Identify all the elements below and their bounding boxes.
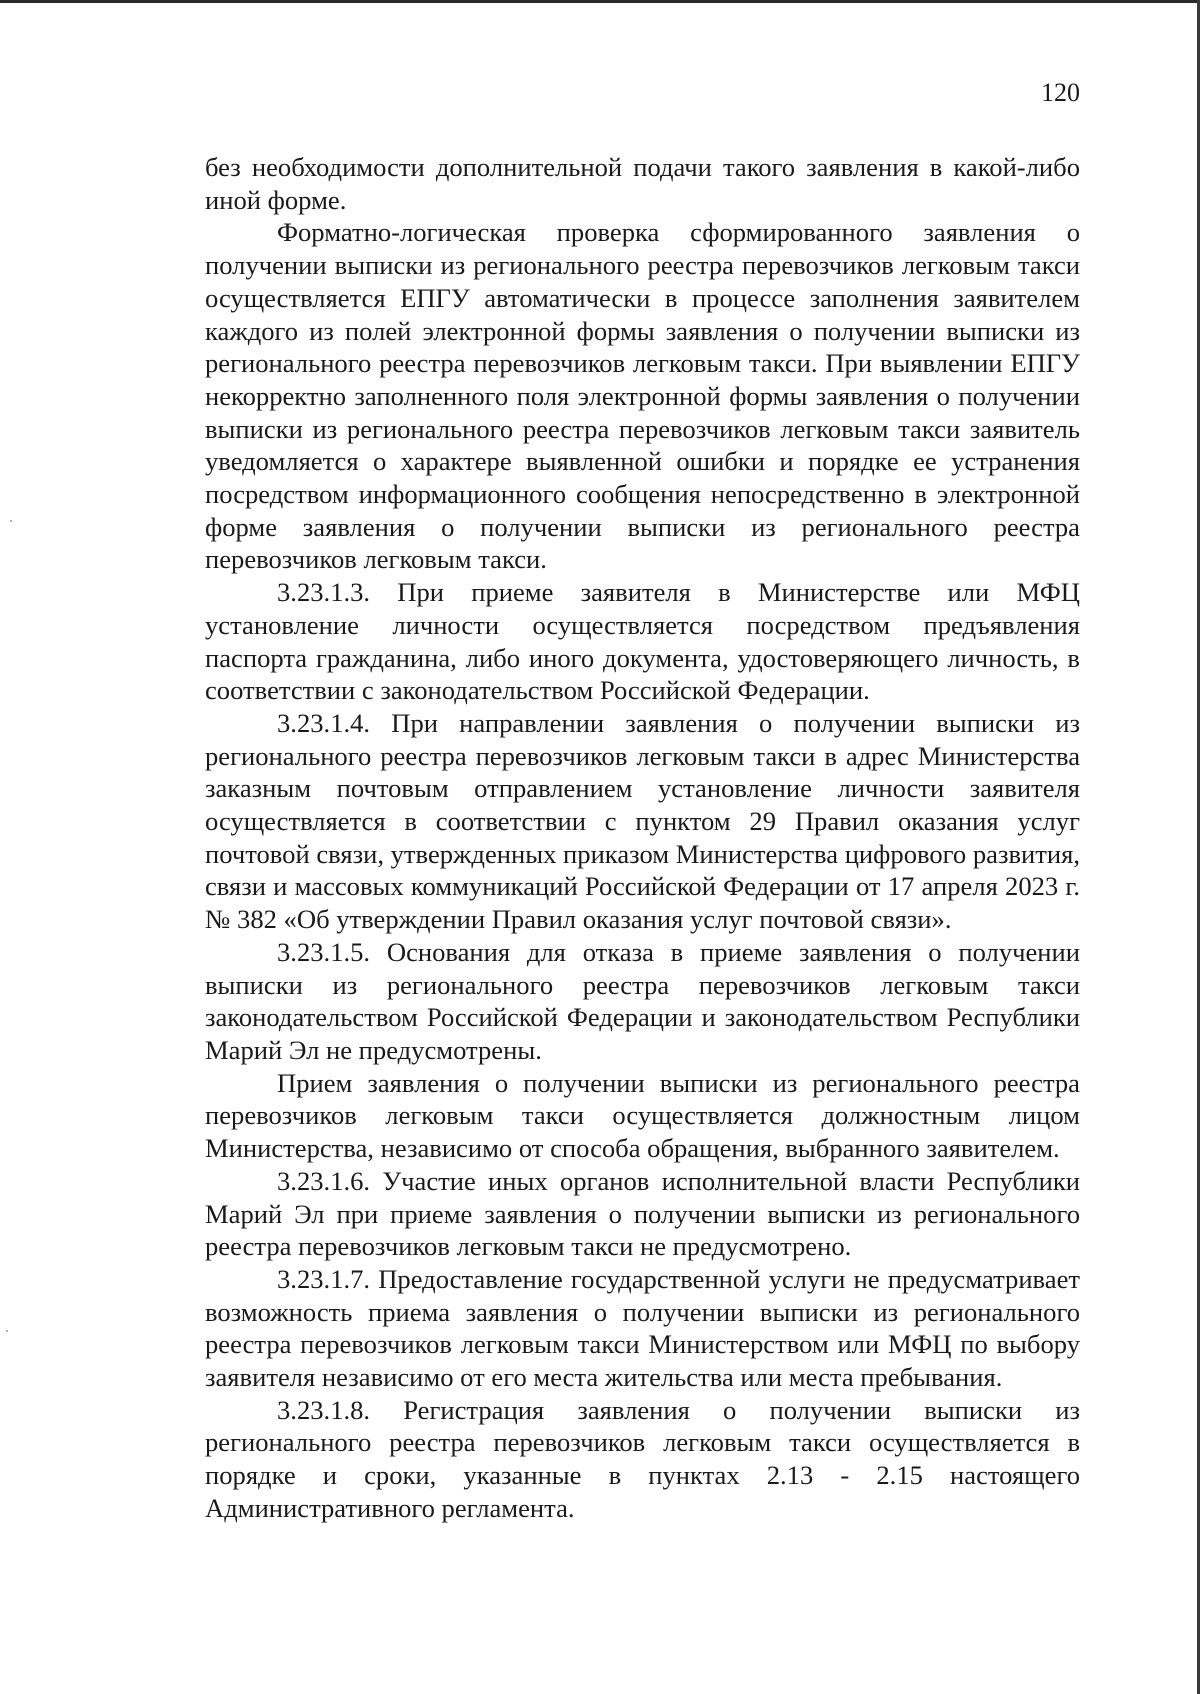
paragraph-continuation: без необходимости дополнительной подачи такого заявления в какой-либо иной форме. <box>205 152 1080 215</box>
paragraph-3-23-1-4: 3.23.1.4. При направлении заявления о получении выписки из регионального реестра перевозчиков легковым такси в адрес Министерства заказным почтовым отправлением установление личности заявителя осуществляется в соответствии с пунктом 29 Правил оказания услуг почтовой связи, утвержденных приказом Министерства цифрового развития, связи и массовых коммуникаций Российской Федерации от 17 апреля 2023 г. № 382 «Об утверждении Правил оказания услуг почтовой связи». <box>205 707 1080 935</box>
paragraph-format-check: Форматно-логическая проверка сформированного заявления о получении выписки из регионального реестра перевозчиков легковым такси осуществляется ЕПГУ автоматически в процессе заполнения заявителем каждого из полей электронной формы заявления о получении выписки из регионального реестра перевозчиков легковым такси. При выявлении ЕПГУ некорректно заполненного поля электронной формы заявления о получении выписки из регионального реестра перевозчиков легковым такси заявитель уведомляется о характере выявленной ошибки и порядке ее устранения посредством информационного сообщения непосредственно в электронной форме заявления о получении выписки из регионального реестра перевозчиков легковым такси. <box>205 217 1080 575</box>
scan-speck <box>6 1330 8 1332</box>
paragraph-3-23-1-7: 3.23.1.7. Предоставление государственной услуги не предусматривает возможность приема заявления о получении выписки из регионального реестра перевозчиков легковым такси Министерством или МФЦ по выбору заявителя независимо от его места жительства или места пребывания. <box>205 1263 1080 1393</box>
paragraph-3-23-1-5: 3.23.1.5. Основания для отказа в приеме заявления о получении выписки из регионального реестра перевозчиков легковым такси законодательством Российской Федерации и законодательством Республики Марий Эл не предусмотрены. <box>205 936 1080 1065</box>
scan-speck <box>10 520 12 522</box>
page-number: 120 <box>1041 78 1080 107</box>
paragraph-application-acceptance: Прием заявления о получении выписки из регионального реестра перевозчиков легковым такси осуществляется должностным лицом Министерства, независимо от способа обращения, выбранного заявителем. <box>205 1067 1080 1164</box>
paragraph-3-23-1-8: 3.23.1.8. Регистрация заявления о получении выписки из регионального реестра перевозчиков легковым такси осуществляется в порядке и сроки, указанные в пунктах 2.13 - 2.15 настоящего Административного регламента. <box>205 1394 1080 1523</box>
document-body <box>205 151 1080 1525</box>
scan-border-top <box>0 0 1200 3</box>
paragraph-3-23-1-3: 3.23.1.3. При приеме заявителя в Министерстве или МФЦ установление личности осуществляется посредством предъявления паспорта гражданина, либо иного документа, удостоверяющего личность, в соответствии с законодательством Российской Федерации. <box>205 577 1080 706</box>
paragraph-3-23-1-6: 3.23.1.6. Участие иных органов исполнительной власти Республики Марий Эл при приеме заявления о получении выписки из регионального реестра перевозчиков легковым такси не предусмотрено. <box>205 1165 1080 1262</box>
